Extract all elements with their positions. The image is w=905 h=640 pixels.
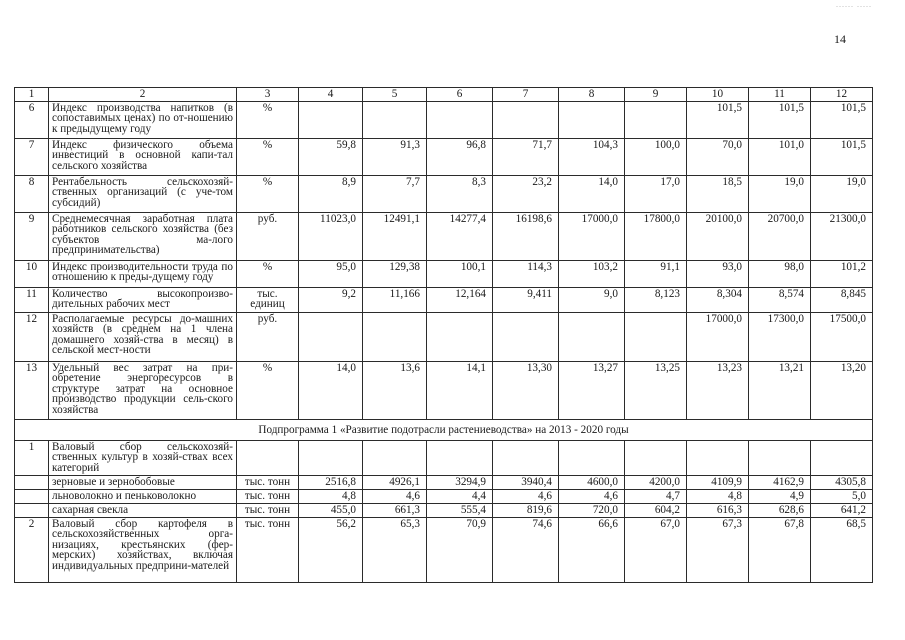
value-cell: 3940,4 — [493, 476, 559, 490]
value-cell: 129,38 — [363, 261, 427, 288]
value-cell: 13,20 — [811, 362, 873, 420]
value-cell: 19,0 — [811, 176, 873, 213]
value-cell: 98,0 — [749, 261, 811, 288]
value-cell: 59,8 — [299, 139, 363, 176]
value-cell: 4,8 — [299, 490, 363, 504]
value-cell — [427, 102, 493, 139]
row-number — [15, 504, 49, 518]
corner-mark: ...... ..... — [836, 0, 872, 9]
value-cell: 8,3 — [427, 176, 493, 213]
unit-of-measure: % — [237, 176, 299, 213]
value-cell: 13,6 — [363, 362, 427, 420]
value-cell: 17800,0 — [625, 213, 687, 261]
value-cell — [299, 441, 363, 476]
row-number: 9 — [15, 213, 49, 261]
value-cell — [687, 441, 749, 476]
value-cell — [625, 313, 687, 362]
value-cell: 101,0 — [749, 139, 811, 176]
unit-of-measure — [237, 441, 299, 476]
value-cell: 103,2 — [559, 261, 625, 288]
value-cell — [363, 102, 427, 139]
value-cell: 4600,0 — [559, 476, 625, 490]
row-number — [15, 490, 49, 504]
value-cell: 13,23 — [687, 362, 749, 420]
value-cell: 4162,9 — [749, 476, 811, 490]
page-number: 14 — [834, 32, 846, 46]
value-cell: 74,6 — [493, 518, 559, 583]
value-cell: 8,574 — [749, 288, 811, 313]
indicator-name: Рентабельность сельскохозяй-ственных организаций (с уче-том субсидий) — [49, 176, 237, 213]
value-cell: 101,5 — [811, 139, 873, 176]
row-number: 8 — [15, 176, 49, 213]
column-number: 5 — [363, 88, 427, 102]
value-cell: 819,6 — [493, 504, 559, 518]
value-cell: 4,9 — [749, 490, 811, 504]
column-number: 1 — [15, 88, 49, 102]
value-cell: 17300,0 — [749, 313, 811, 362]
unit-of-measure: тыс. тонн — [237, 504, 299, 518]
value-cell: 8,123 — [625, 288, 687, 313]
value-cell: 4926,1 — [363, 476, 427, 490]
table-row — [15, 441, 873, 476]
value-cell — [559, 313, 625, 362]
value-cell: 604,2 — [625, 504, 687, 518]
indicator-name: зерновые и зернобобовые — [49, 476, 237, 490]
indicator-name: Располагаемые ресурсы до-машних хозяйств (в среднем на 1 члена домашнего хозяй-ства в месяц) в сельской мест-ности — [49, 313, 237, 362]
column-number: 2 — [49, 88, 237, 102]
column-number: 7 — [493, 88, 559, 102]
value-cell — [493, 102, 559, 139]
indicator-name: Индекс физического объема инвестиций в основной капи-тал сельского хозяйства — [49, 139, 237, 176]
table-row — [15, 213, 873, 261]
value-cell — [493, 441, 559, 476]
indicator-name: Индекс производства напитков (в сопоставимых ценах) по от-ношению к предыдущему году — [49, 102, 237, 139]
value-cell: 4,7 — [625, 490, 687, 504]
value-cell: 101,2 — [811, 261, 873, 288]
column-number: 8 — [559, 88, 625, 102]
value-cell — [363, 441, 427, 476]
row-number — [15, 476, 49, 490]
value-cell: 101,5 — [811, 102, 873, 139]
column-number: 10 — [687, 88, 749, 102]
value-cell: 4200,0 — [625, 476, 687, 490]
value-cell: 20700,0 — [749, 213, 811, 261]
subprogram-row — [15, 420, 873, 441]
value-cell: 4109,9 — [687, 476, 749, 490]
table-row — [15, 313, 873, 362]
value-cell: 104,3 — [559, 139, 625, 176]
value-cell: 101,5 — [749, 102, 811, 139]
value-cell — [363, 313, 427, 362]
value-cell: 21300,0 — [811, 213, 873, 261]
row-number: 7 — [15, 139, 49, 176]
value-cell: 455,0 — [299, 504, 363, 518]
value-cell — [811, 441, 873, 476]
indicator-name: Среднемесячная заработная плата работников сельского хозяйства (без субъектов ма-лого предпринимательства) — [49, 213, 237, 261]
value-cell: 17000,0 — [559, 213, 625, 261]
unit-of-measure: % — [237, 362, 299, 420]
value-cell: 70,0 — [687, 139, 749, 176]
table-row — [15, 504, 873, 518]
value-cell: 661,3 — [363, 504, 427, 518]
value-cell: 2516,8 — [299, 476, 363, 490]
value-cell: 5,0 — [811, 490, 873, 504]
value-cell: 641,2 — [811, 504, 873, 518]
value-cell: 23,2 — [493, 176, 559, 213]
unit-of-measure: тыс. тонн — [237, 476, 299, 490]
value-cell: 13,21 — [749, 362, 811, 420]
value-cell: 4,8 — [687, 490, 749, 504]
value-cell: 13,30 — [493, 362, 559, 420]
indicator-name: льноволокно и пеньковолокно — [49, 490, 237, 504]
row-number: 2 — [15, 518, 49, 583]
value-cell: 101,5 — [687, 102, 749, 139]
value-cell: 9,0 — [559, 288, 625, 313]
value-cell: 96,8 — [427, 139, 493, 176]
value-cell: 4,6 — [559, 490, 625, 504]
value-cell — [749, 441, 811, 476]
value-cell: 67,3 — [687, 518, 749, 583]
unit-of-measure: % — [237, 261, 299, 288]
value-cell: 114,3 — [493, 261, 559, 288]
column-number: 4 — [299, 88, 363, 102]
value-cell: 91,3 — [363, 139, 427, 176]
value-cell: 65,3 — [363, 518, 427, 583]
value-cell: 93,0 — [687, 261, 749, 288]
value-cell: 8,845 — [811, 288, 873, 313]
value-cell: 17000,0 — [687, 313, 749, 362]
value-cell: 70,9 — [427, 518, 493, 583]
indicator-name: Валовый сбор сельскохозяй-ственных культур в хозяй-ствах всех категорий — [49, 441, 237, 476]
value-cell: 14,0 — [299, 362, 363, 420]
value-cell: 71,7 — [493, 139, 559, 176]
indicator-name: Валовый сбор картофеля в сельскохозяйственных орга-низациях, крестьянских (фер-мерских) хозяйствах, включая индивидуальных предприни-мателей — [49, 518, 237, 583]
value-cell: 4,6 — [363, 490, 427, 504]
value-cell: 66,6 — [559, 518, 625, 583]
column-number: 12 — [811, 88, 873, 102]
table-row — [15, 362, 873, 420]
table-header-row — [15, 88, 873, 102]
indicators-table — [14, 87, 873, 583]
column-number: 3 — [237, 88, 299, 102]
table-row — [15, 288, 873, 313]
value-cell — [299, 102, 363, 139]
table-row — [15, 476, 873, 490]
column-number: 6 — [427, 88, 493, 102]
indicator-name: Индекс производительности труда по отношению к преды-дущему году — [49, 261, 237, 288]
value-cell: 14,1 — [427, 362, 493, 420]
table-row — [15, 102, 873, 139]
value-cell: 12,164 — [427, 288, 493, 313]
row-number: 13 — [15, 362, 49, 420]
value-cell: 11,166 — [363, 288, 427, 313]
value-cell: 8,304 — [687, 288, 749, 313]
unit-of-measure: % — [237, 139, 299, 176]
row-number: 12 — [15, 313, 49, 362]
value-cell: 67,0 — [625, 518, 687, 583]
value-cell: 14,0 — [559, 176, 625, 213]
value-cell — [427, 441, 493, 476]
indicator-name: сахарная свекла — [49, 504, 237, 518]
table-row — [15, 176, 873, 213]
value-cell: 20100,0 — [687, 213, 749, 261]
value-cell: 100,0 — [625, 139, 687, 176]
value-cell — [493, 313, 559, 362]
value-cell: 13,27 — [559, 362, 625, 420]
unit-of-measure: тыс. единиц — [237, 288, 299, 313]
row-number: 6 — [15, 102, 49, 139]
value-cell: 68,5 — [811, 518, 873, 583]
row-number: 1 — [15, 441, 49, 476]
table-row — [15, 139, 873, 176]
value-cell: 3294,9 — [427, 476, 493, 490]
value-cell: 9,2 — [299, 288, 363, 313]
value-cell: 17,0 — [625, 176, 687, 213]
value-cell: 67,8 — [749, 518, 811, 583]
value-cell: 8,9 — [299, 176, 363, 213]
table-row — [15, 261, 873, 288]
row-number: 11 — [15, 288, 49, 313]
indicator-name: Удельный вес затрат на при-обретение энергоресурсов в структуре затрат на основное производство продукции сель-ского хозяйства — [49, 362, 237, 420]
unit-of-measure: руб. — [237, 313, 299, 362]
value-cell: 7,7 — [363, 176, 427, 213]
table-row — [15, 490, 873, 504]
unit-of-measure: тыс. тонн — [237, 490, 299, 504]
value-cell: 628,6 — [749, 504, 811, 518]
row-number: 10 — [15, 261, 49, 288]
value-cell: 4305,8 — [811, 476, 873, 490]
value-cell: 18,5 — [687, 176, 749, 213]
value-cell — [625, 441, 687, 476]
value-cell: 12491,1 — [363, 213, 427, 261]
unit-of-measure: тыс. тонн — [237, 518, 299, 583]
value-cell: 9,411 — [493, 288, 559, 313]
value-cell — [299, 313, 363, 362]
value-cell: 4,6 — [493, 490, 559, 504]
value-cell: 100,1 — [427, 261, 493, 288]
value-cell: 16198,6 — [493, 213, 559, 261]
indicator-name: Количество высокопроизво-дительных рабочих мест — [49, 288, 237, 313]
value-cell: 11023,0 — [299, 213, 363, 261]
column-number: 11 — [749, 88, 811, 102]
value-cell: 91,1 — [625, 261, 687, 288]
column-number: 9 — [625, 88, 687, 102]
value-cell: 13,25 — [625, 362, 687, 420]
unit-of-measure: руб. — [237, 213, 299, 261]
table-row — [15, 518, 873, 583]
value-cell: 720,0 — [559, 504, 625, 518]
value-cell — [625, 102, 687, 139]
subprogram-title: Подпрограмма 1 «Развитие подотрасли растениеводства» на 2013 - 2020 годы — [15, 420, 873, 441]
value-cell: 19,0 — [749, 176, 811, 213]
value-cell — [427, 313, 493, 362]
value-cell — [559, 441, 625, 476]
value-cell: 4,4 — [427, 490, 493, 504]
value-cell: 95,0 — [299, 261, 363, 288]
value-cell: 17500,0 — [811, 313, 873, 362]
value-cell: 555,4 — [427, 504, 493, 518]
value-cell: 616,3 — [687, 504, 749, 518]
unit-of-measure: % — [237, 102, 299, 139]
value-cell — [559, 102, 625, 139]
value-cell: 14277,4 — [427, 213, 493, 261]
value-cell: 56,2 — [299, 518, 363, 583]
